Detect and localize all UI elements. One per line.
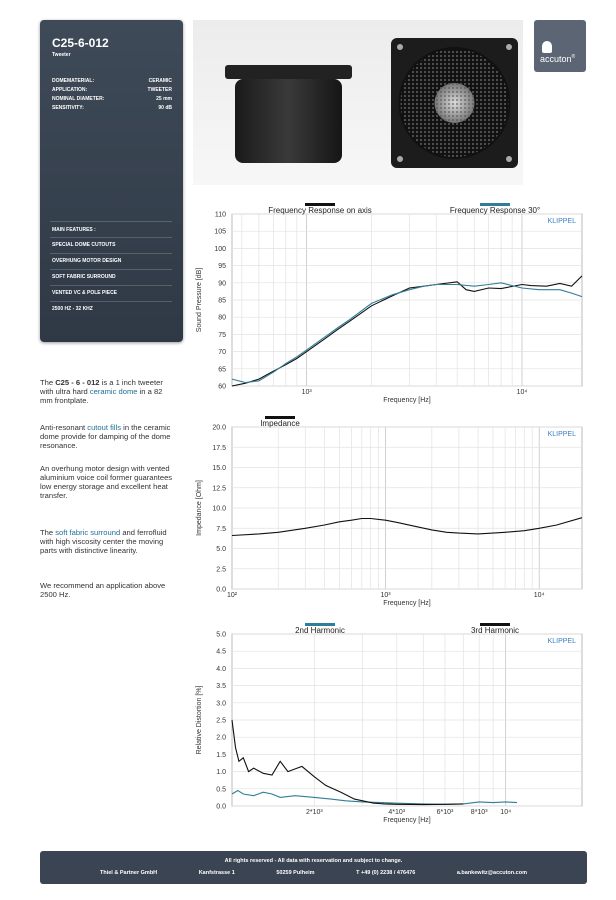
y-tick-label: 5.0	[216, 546, 226, 553]
x-axis-label: Frequency [Hz]	[383, 817, 431, 824]
x-tick-label: 10⁴	[500, 809, 512, 816]
klippel-brand: KLIPPEL	[547, 431, 576, 438]
footer-phone: T +49 (0) 2238 / 476476	[356, 870, 416, 876]
footer-company: Thiel & Partner GmbH	[100, 870, 158, 876]
legend-label: 3rd Harmonic	[470, 626, 520, 635]
x-tick-label: 10⁴	[533, 592, 545, 599]
y-tick-label: 15.0	[212, 465, 226, 472]
footer-street: Kanfstrasse 1	[198, 870, 235, 876]
y-tick-label: 3.5	[216, 683, 226, 691]
y-tick-label: 65	[218, 366, 226, 374]
feature-item: OVERHUNG MOTOR DESIGN	[52, 258, 122, 264]
y-tick-label: 75	[218, 331, 226, 339]
y-tick-label: 70	[218, 349, 226, 357]
impedance-svg	[190, 413, 590, 613]
distortion-chart	[190, 620, 590, 830]
tweeter-front-view-image	[391, 38, 518, 168]
legend-label: Frequency Response on axis	[268, 206, 372, 215]
y-tick-label: 90	[218, 280, 226, 288]
spec-value: 90 dB	[158, 105, 172, 111]
y-tick-label: 12.5	[212, 485, 226, 493]
y-tick-label: 95	[218, 263, 226, 271]
y-tick-label: 10.0	[212, 505, 226, 513]
spec-value: CERAMIC	[148, 78, 172, 84]
accuton-logo	[534, 20, 586, 72]
logo-mark-icon	[542, 41, 552, 53]
y-tick-label: 100	[214, 245, 226, 253]
y-axis-label: Sound Pressure [dB]	[196, 267, 203, 333]
spec-value: 25 mm	[156, 96, 172, 102]
footer-city: 50259 Pulheim	[276, 870, 315, 876]
y-tick-label: 1.0	[216, 769, 226, 777]
tweeter-side-view-image	[225, 65, 352, 165]
y-tick-label: 5.0	[216, 631, 226, 639]
y-tick-label: 60	[218, 383, 226, 391]
feature-item: SPECIAL DOME CUTOUTS	[52, 242, 116, 248]
description-paragraph-1: The C25 - 6 - 012 is a 1 inch tweeter with ultra hard ceramic dome in a 82 mm frontplate.	[40, 378, 163, 405]
y-tick-label: 20.0	[212, 424, 226, 432]
x-tick-label: 8*10³	[470, 809, 488, 816]
x-axis-label: Frequency [Hz]	[383, 600, 431, 607]
feature-item: 2500 HZ - 32 KHZ	[52, 306, 93, 312]
x-tick-label: 2*10³	[306, 809, 323, 816]
footer	[40, 851, 587, 884]
spec-label: DOMEMATERIAL:	[52, 78, 95, 84]
description-paragraph-2: Anti-resonant cutout fills in the ceramic dome provide for damping of the dome resonance.	[40, 423, 171, 450]
frequency-response-svg	[190, 200, 590, 410]
spec-card	[40, 20, 183, 342]
y-tick-label: 0.0	[216, 803, 226, 811]
divider	[50, 237, 172, 238]
model-type: Tweeter	[52, 52, 71, 58]
x-tick-label: 6*10³	[436, 809, 454, 816]
x-tick-label: 10⁴	[516, 389, 528, 396]
description-paragraph-5: We recommend an application above 2500 Hz.	[40, 581, 166, 599]
x-tick-label: 10³	[301, 389, 312, 396]
spec-value: TWEETER	[147, 87, 172, 93]
y-tick-label: 2.5	[216, 717, 226, 725]
y-tick-label: 2.0	[216, 734, 226, 742]
spec-label: APPLICATION:	[52, 87, 88, 93]
spec-row-sensitivity	[52, 105, 172, 111]
divider	[50, 253, 172, 254]
model-title: C25-6-012	[52, 36, 109, 50]
frequency-response-chart	[190, 200, 590, 410]
y-tick-label: 7.5	[216, 525, 226, 533]
legend-label: Frequency Response 30°	[449, 206, 541, 215]
divider	[50, 221, 172, 222]
footer-contact	[100, 870, 527, 876]
spec-row-application	[52, 87, 172, 93]
divider	[50, 301, 172, 302]
feature-item: VENTED VC & POLE PIECE	[52, 290, 118, 296]
y-tick-label: 0.0	[216, 586, 226, 594]
x-tick-label: 4*10³	[388, 809, 406, 816]
y-tick-label: 80	[218, 314, 226, 322]
y-tick-label: 0.5	[216, 786, 226, 794]
y-tick-label: 105	[214, 228, 226, 236]
klippel-brand: KLIPPEL	[547, 638, 576, 645]
divider	[50, 285, 172, 286]
spec-label: SENSITIVITY:	[52, 105, 84, 111]
y-axis-label: Impedance [Ohm]	[196, 480, 203, 536]
y-axis-label: Relative Distortion [%]	[196, 685, 203, 755]
distortion-svg	[190, 620, 590, 830]
klippel-brand: KLIPPEL	[547, 218, 576, 225]
footer-email[interactable]: a.bankewitz@accuton.com	[456, 870, 527, 876]
spec-row-nominal-diameter	[52, 96, 172, 102]
feature-item: SOFT FABRIC SURROUND	[52, 274, 116, 280]
y-tick-label: 3.0	[216, 700, 226, 708]
divider	[50, 269, 172, 270]
y-tick-label: 17.5	[212, 444, 226, 452]
y-tick-label: 110	[214, 211, 226, 219]
impedance-chart	[190, 413, 590, 613]
y-tick-label: 4.0	[216, 665, 226, 673]
description-paragraph-4: The soft fabric surround and ferrofluid with high viscosity center the moving parts with distinctive linearity.	[40, 528, 167, 555]
x-tick-label: 10³	[380, 592, 391, 599]
y-tick-label: 85	[218, 297, 226, 305]
spec-label: NOMINAL DIAMETER:	[52, 96, 105, 102]
y-tick-label: 4.5	[216, 648, 226, 656]
x-tick-label: 10²	[226, 592, 238, 599]
footer-rights: All rights reserved - All data with reservation and subject to change.	[224, 858, 403, 864]
description-paragraph-3: An overhung motor design with vented aluminium voice coil former guarantees low energy storage and excellent heat transfer.	[40, 464, 173, 500]
spec-row-dome-material	[52, 78, 172, 84]
x-axis-label: Frequency [Hz]	[383, 397, 431, 404]
legend-label: Impedance	[260, 419, 300, 428]
features-title: MAIN FEATURES :	[52, 227, 96, 233]
logo-text: accuton®	[540, 54, 576, 64]
y-tick-label: 2.5	[216, 566, 226, 574]
legend-label: 2nd Harmonic	[295, 626, 345, 635]
y-tick-label: 1.5	[216, 751, 226, 759]
